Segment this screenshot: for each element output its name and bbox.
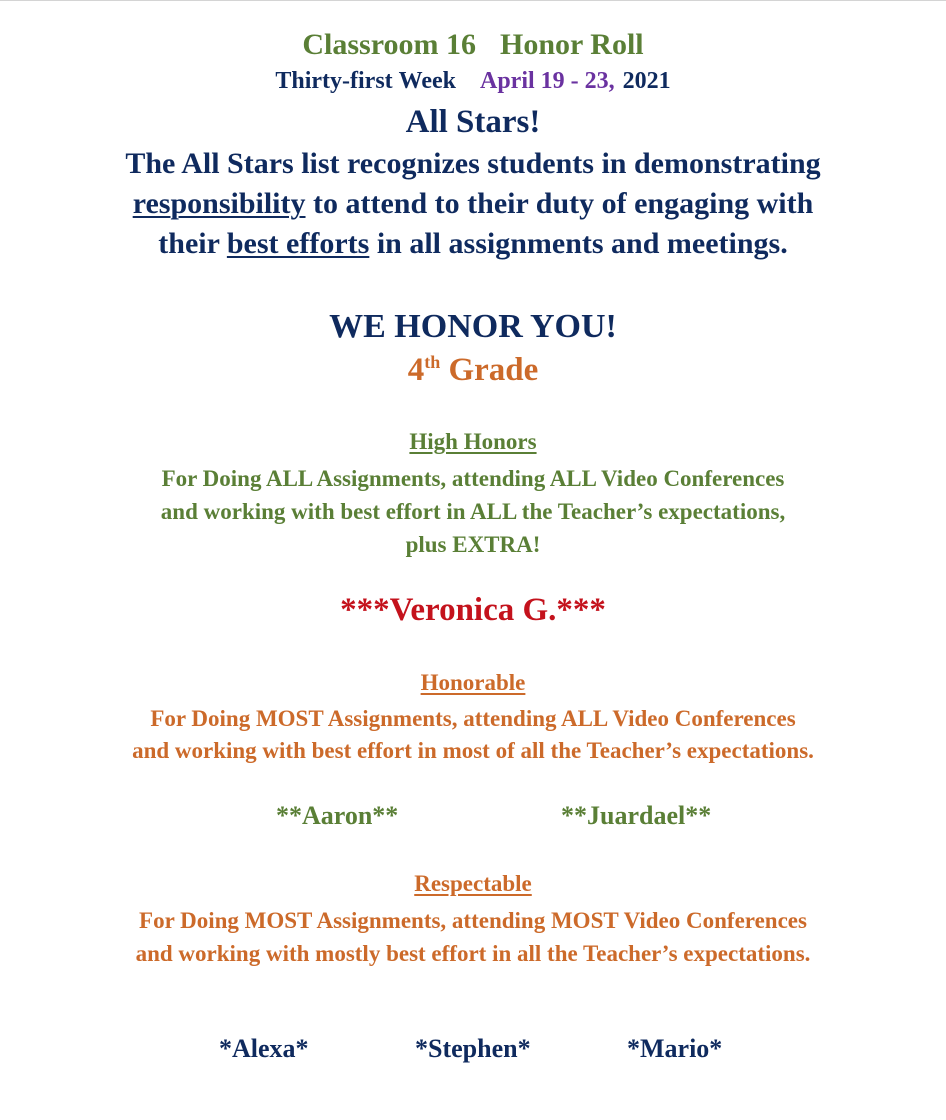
student-name: *Alexa*	[219, 1034, 309, 1063]
high-honors-student: ***Veronica G.***	[340, 592, 606, 628]
student-name: **Aaron**	[276, 801, 399, 830]
grade-number: 4	[407, 352, 425, 388]
respectable-heading-text: Respectable	[414, 871, 532, 896]
week-word: Week	[398, 68, 456, 94]
description-line-1: The All Stars list recognizes students in demonstrating	[125, 147, 821, 180]
classroom-label: Classroom 16	[302, 28, 476, 61]
respectable-heading	[0, 871, 946, 897]
grade-word: Grade	[440, 352, 539, 388]
student-name: *Stephen*	[415, 1034, 531, 1063]
honorable-criteria	[0, 703, 946, 767]
honorable-line-2: and working with best effort in most of all the Teacher’s expectations.	[132, 738, 814, 763]
week-year: 2021	[622, 68, 671, 94]
high-honors-line-2: and working with best effort in ALL the Teacher’s expectations,	[160, 499, 786, 524]
honorable-heading	[0, 670, 946, 696]
document-title	[0, 28, 946, 62]
grade-heading	[0, 352, 946, 389]
top-divider	[0, 0, 946, 1]
high-honors-heading-text: High Honors	[409, 429, 537, 454]
description-line-2-text: to attend to their duty of engaging with	[305, 187, 814, 220]
we-honor-you-banner: WE HONOR YOU!	[329, 308, 617, 345]
best-efforts-emphasis: best efforts	[226, 227, 370, 260]
all-stars-title: All Stars!	[405, 104, 541, 140]
honorable-line-1: For Doing MOST Assignments, attending ALL Video Conferences	[150, 706, 796, 731]
description-line-3	[0, 224, 946, 264]
high-honors-heading	[0, 429, 946, 455]
responsibility-emphasis: responsibility	[132, 187, 306, 220]
honor-roll-label: Honor Roll	[499, 28, 644, 61]
all-stars-description	[0, 144, 946, 264]
respectable-criteria	[0, 904, 946, 970]
student-name: **Juardael**	[561, 801, 712, 830]
high-honors-line-3: plus EXTRA!	[405, 532, 541, 557]
week-line	[0, 68, 946, 95]
honorable-heading-text: Honorable	[420, 670, 526, 695]
high-honors-criteria	[0, 462, 946, 561]
student-name: *Mario*	[627, 1034, 723, 1063]
respectable-line-1: For Doing MOST Assignments, attending MOST Video Conferences	[139, 908, 807, 933]
week-ordinal: Thirty-first	[275, 68, 393, 94]
description-line-3-prefix: their	[158, 227, 227, 260]
respectable-line-2: and working with mostly best effort in all the Teacher’s expectations.	[135, 941, 811, 966]
grade-superscript: th	[424, 352, 441, 372]
description-line-3-text: in all assignments and meetings.	[369, 227, 788, 260]
week-dates: April 19 - 23,	[479, 68, 615, 94]
high-honors-line-1: For Doing ALL Assignments, attending ALL Video Conferences	[161, 466, 785, 491]
description-line-2	[0, 184, 946, 224]
